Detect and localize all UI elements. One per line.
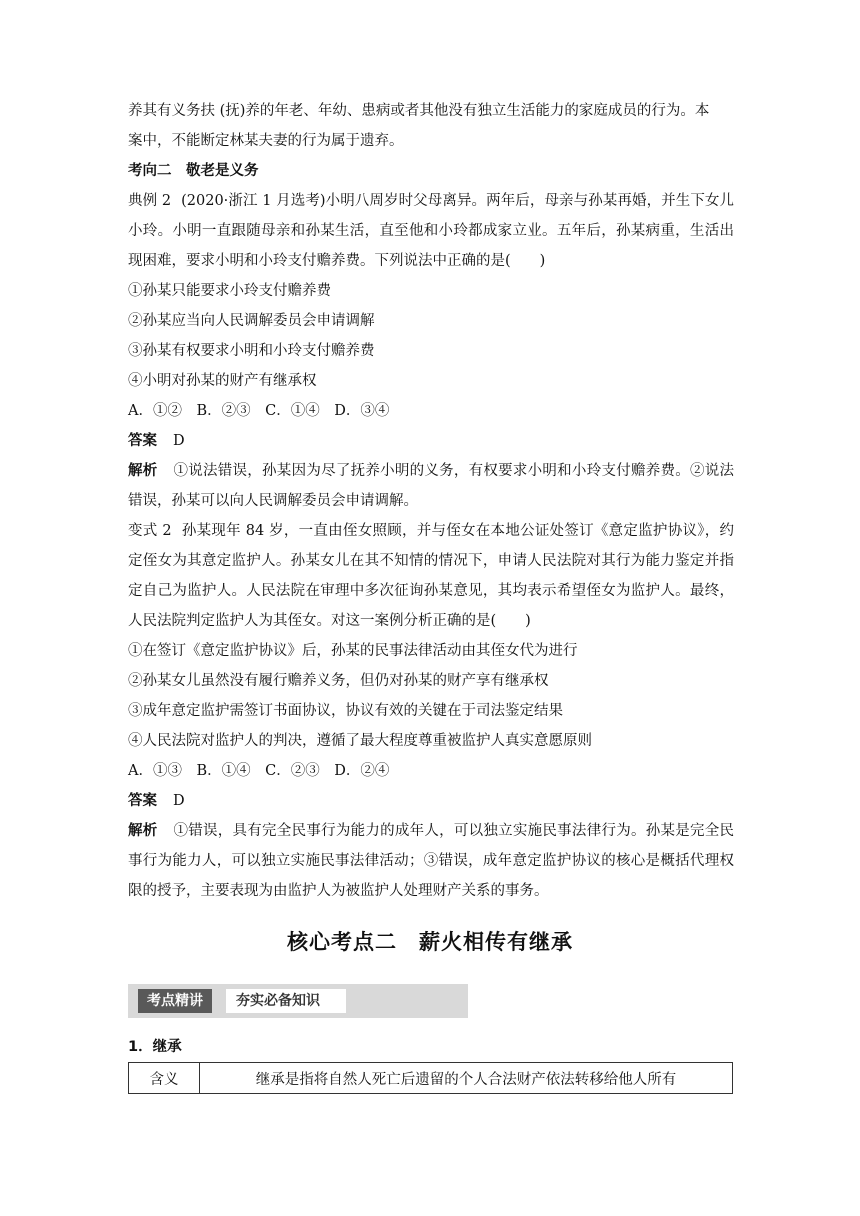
example-question	[128, 186, 734, 276]
example-option-2: ②孙某应当向人民调解委员会申请调解	[128, 313, 375, 329]
variant-answer	[128, 786, 734, 816]
variant-option-2: ②孙某女儿虽然没有履行赡养义务，但仍对孙某的财产享有继承权	[128, 673, 549, 689]
table-term: 含义	[129, 1063, 200, 1094]
section-direction: 考向二 敬老是义务	[128, 163, 259, 179]
analysis-text: ①错误，具有完全民事行为能力的成年人，可以独立实施民事法律行为。孙某是完全民事行为能力人，可以独立实施民事法律活动；③错误，成年意定监护协议的核心是概括代理权限的授予，主要表现为由监护人为被监护人处理财产关系的事务。	[128, 823, 734, 899]
variant-option-3: ③成年意定监护需签订书面协议，协议有效的关键在于司法鉴定结果	[128, 703, 563, 719]
banner-label-left: 考点精讲	[138, 989, 212, 1013]
section-title: 核心考点二 薪火相传有继承	[287, 930, 573, 954]
example-text: (2020·浙江 1 月选考)小明八周岁时父母离异。两年后，母亲与孙某再婚，并生下女儿小玲。小明一直跟随母亲和孙某生活，直至他和小玲都成家立业。五年后，孙某病重，生活出现困难，要求小明和小玲支付赡养费。下列说法中正确的是( )	[128, 193, 735, 269]
example-option-1: ①孙某只能要求小玲支付赡养费	[128, 283, 331, 299]
answer-value: D	[173, 793, 185, 809]
subheading-inheritance: 1．继承	[128, 1039, 182, 1055]
example-answer	[128, 426, 734, 456]
table-row	[129, 1063, 733, 1094]
example-option-4: ④小明对孙某的财产有继承权	[128, 373, 317, 389]
page-content	[128, 96, 734, 906]
analysis-text: ①说法错误，孙某因为尽了抚养小明的义务，有权要求小明和小玲支付赡养费。②说法错误，孙某可以向人民调解委员会申请调解。	[128, 463, 734, 509]
variant-label: 变式 2	[128, 523, 172, 539]
answer-label: 答案	[128, 793, 157, 809]
definition-table	[128, 1062, 733, 1094]
variant-option-4: ④人民法院对监护人的判决，遵循了最大程度尊重被监护人真实意愿原则	[128, 733, 592, 749]
example-option-3: ③孙某有权要求小明和小玲支付赡养费	[128, 343, 375, 359]
variant-text: 孙某现年 84 岁，一直由侄女照顾，并与侄女在本地公证处签订《意定监护协议》，约定侄女为其意定监护人。孙某女儿在其不知情的情况下，申请人民法院对其行为能力鉴定并指定自己为监护人。人民法院在审理中多次征询孙某意见，其均表示希望侄女为监护人。最终，人民法院判定监护人为其侄女。对这一案例分析正确的是( )	[128, 523, 734, 629]
analysis-label: 解析	[128, 823, 158, 839]
table-definition: 继承是指将自然人死亡后遗留的个人合法财产依法转移给他人所有	[200, 1063, 733, 1094]
example-choices: A．①② B．②③ C．①④ D．③④	[128, 403, 390, 419]
analysis-label: 解析	[128, 463, 158, 479]
answer-label: 答案	[128, 433, 157, 449]
variant-option-1: ①在签订《意定监护协议》后，孙某的民事法律活动由其侄女代为进行	[128, 643, 578, 659]
variant-analysis	[128, 816, 734, 906]
example-analysis	[128, 456, 734, 516]
answer-value: D	[173, 433, 185, 449]
variant-question	[128, 516, 734, 636]
section-banner	[128, 984, 468, 1018]
intro-line-2: 案中，不能断定林某夫妻的行为属于遗弃。	[128, 133, 404, 149]
intro-line-1: 养其有义务扶 (抚)养的年老、年幼、患病或者其他没有独立生活能力的家庭成员的行为。本	[128, 103, 710, 119]
variant-choices: A．①③ B．①④ C．②③ D．②④	[128, 763, 390, 779]
example-label: 典例 2	[128, 193, 172, 209]
banner-label-right: 夯实必备知识	[226, 989, 346, 1013]
